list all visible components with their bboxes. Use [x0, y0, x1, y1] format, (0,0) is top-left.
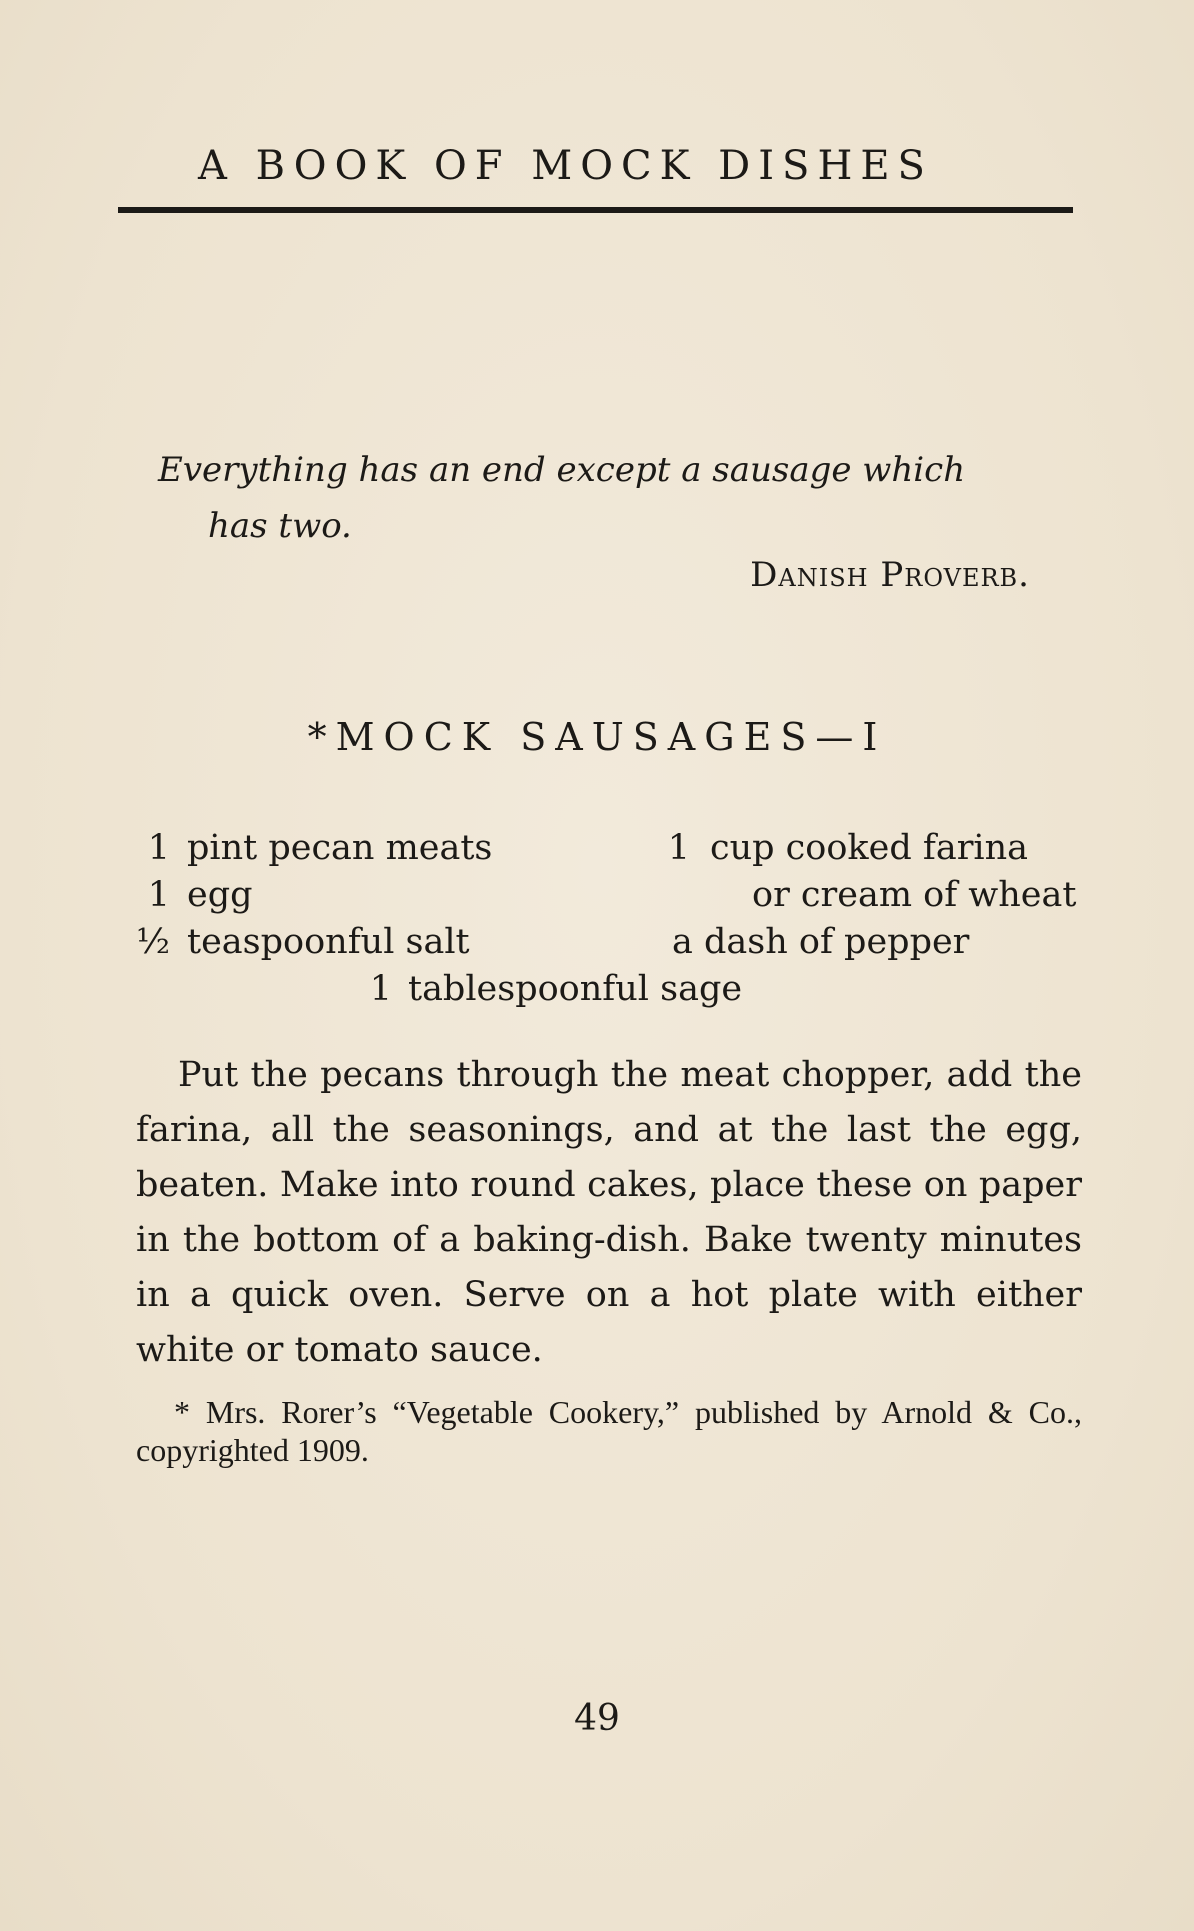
recipe-directions: Put the pecans through the meat chopper, add the farina, all the seasonings, and at the last the egg, beaten. Make into round cakes, place these on paper in the bottom of a baking-dish. Bake twenty minutes in a quick oven. Serve on a hot plate with either white or tomato sauce. — [136, 1055, 1082, 1370]
ingredient-item: pint pecan meats — [187, 828, 493, 868]
epigraph-line-2: has two. — [208, 506, 352, 546]
ingredient-qty: 1 — [147, 875, 170, 915]
epigraph — [158, 442, 1078, 554]
ingredient-qty: ½ — [136, 922, 170, 962]
page-number: 49 — [574, 1698, 620, 1739]
ingredient-item: a dash of pepper — [672, 922, 970, 962]
ingredient-item: teaspoonful salt — [187, 922, 470, 962]
ingredient-qty: 1 — [369, 969, 392, 1009]
ingredient-qty: 1 — [147, 828, 170, 868]
ingredient-item: or cream of wheat — [752, 875, 1077, 915]
ingredient-qty: 1 — [667, 828, 690, 868]
ingredient-item: cup cooked farina — [710, 828, 1029, 868]
epigraph-attribution: Danish Proverb. — [750, 555, 1030, 595]
footnote: * Mrs. Rorer’s “Vegetable Cookery,” published by Arnold & Co., copyrighted 1909. — [136, 1394, 1082, 1468]
running-head: A BOOK OF MOCK DISHES — [198, 143, 933, 189]
epigraph-line-1: Everything has an end except a sausage which — [158, 450, 966, 490]
ingredient-item: egg — [187, 875, 253, 915]
header-rule — [118, 207, 1073, 213]
ingredient-item: tablespoonful sage — [408, 969, 743, 1009]
recipe-title: *MOCK SAUSAGES—I — [307, 715, 887, 759]
